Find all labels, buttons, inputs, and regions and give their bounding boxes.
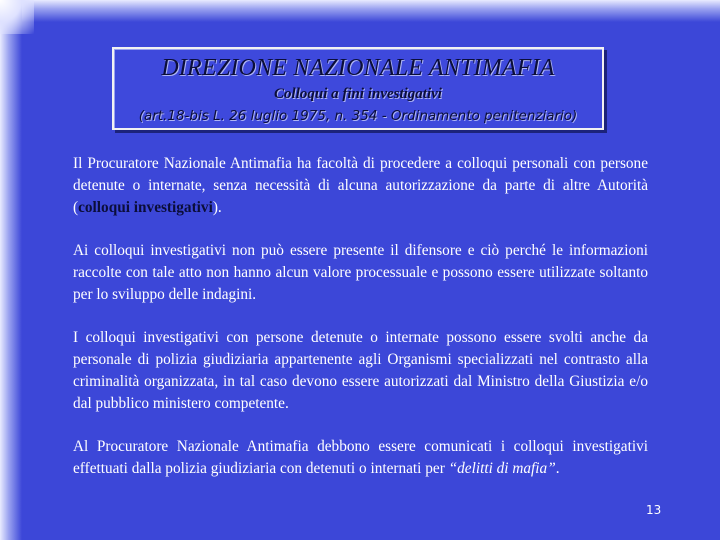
title-box (112, 47, 604, 130)
paragraph-2: Ai colloqui investigativi non può essere presente il difensore e ciò perché le informazioni raccolte con tale atto non hanno alcun valore processuale e possono essere utilizzate soltanto per lo sviluppo delle indagini. (73, 242, 648, 303)
paragraph-1-emphasis: colloqui investigativi (78, 199, 213, 216)
paragraph-4-end: . (555, 460, 560, 477)
paragraph-3: I colloqui investigativi con persone detenute o internate possono essere svolti anche da personale di polizia giudiziaria appartenente agli Organismi specializzati nel contrasto alla criminalità organizzata, in tal caso devono essere autorizzati dal Ministro della Giustizia e/o dal pubblico ministero competente. (73, 329, 648, 412)
paragraph-1-text: Il Procuratore Nazionale Antimafia ha facoltà di procedere a colloqui personali con persone detenute o internate, senza necessità di alcuna autorizzazione da parte di altre Autorità ( (73, 155, 648, 216)
paragraph-4-quote: “delitti di mafia” (448, 460, 556, 477)
slide-frame-corner (0, 0, 34, 34)
page-subtitle: Colloqui a fini investigativi (274, 86, 442, 102)
page-number: 13 (646, 503, 662, 517)
slide-frame-left (0, 0, 22, 540)
page-title: DIREZIONE NAZIONALE ANTIMAFIA (161, 55, 555, 81)
slide-frame-top (0, 0, 720, 22)
legal-reference: (art.18-bis L. 26 luglio 1975, n. 354 - Ordinamento penitenziario) (138, 108, 578, 124)
paragraph-4 (73, 436, 648, 480)
paragraph-4-text: Al Procuratore Nazionale Antimafia debbono essere comunicati i colloqui investigativi effettuati dalla polizia giudiziaria con detenuti o internati per (73, 438, 648, 477)
paragraph-1-end: ). (212, 199, 222, 216)
slide-body (73, 153, 648, 501)
paragraph-1 (73, 153, 648, 219)
